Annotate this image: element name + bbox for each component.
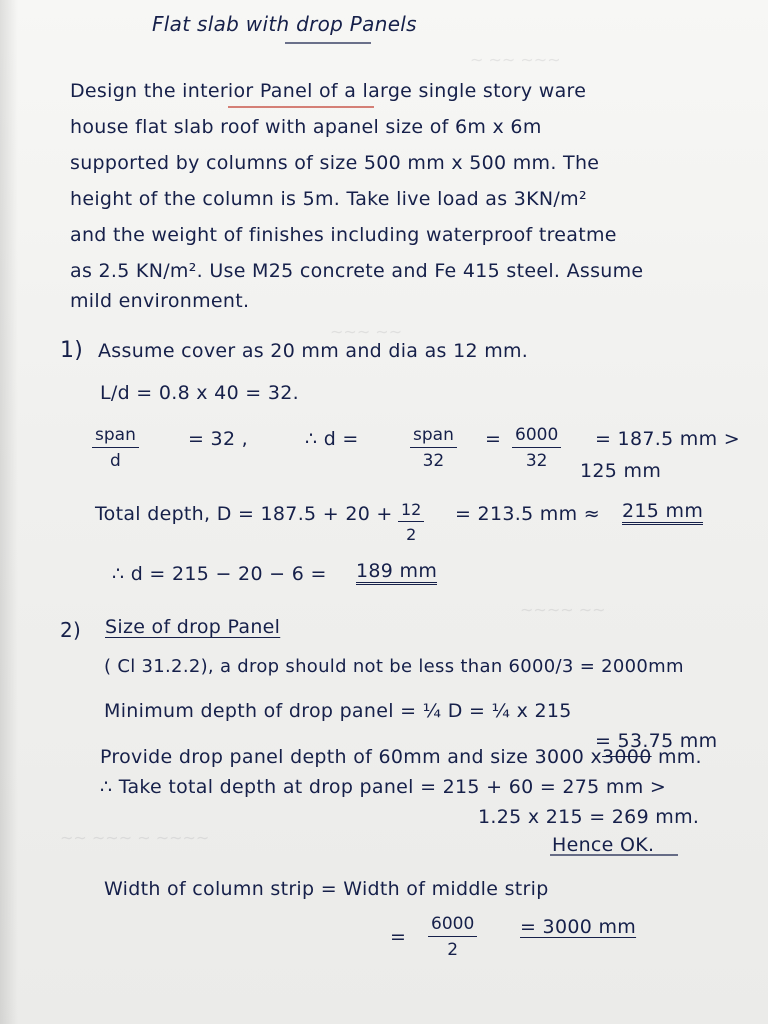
minimum-drop-depth-line: Minimum depth of drop panel = ¼ D = ¼ x 215 (104, 700, 572, 722)
step1-number: 1) (60, 338, 84, 363)
fraction-denominator: d (110, 451, 121, 471)
fraction-denominator: 32 (525, 451, 548, 471)
page-title: Flat slab with drop Panels (152, 12, 417, 36)
hence-ok-underline (550, 852, 682, 858)
interior-panel-underline (228, 104, 378, 110)
fraction-denominator: 2 (406, 525, 417, 544)
problem-line-2: house flat slab roof with apanel size of 6m x 6m (70, 116, 542, 138)
check-line: 1.25 x 215 = 269 mm. (478, 806, 700, 828)
problem-line-5: and the weight of finishes including waterproof treatme (70, 224, 617, 246)
show-through-mark: ∼∼∼ ∼∼ (330, 322, 403, 341)
effective-depth-result: = 187.5 mm > (595, 428, 740, 450)
strip-width-fraction (428, 914, 477, 960)
provide-unit: mm. (657, 746, 702, 768)
minimum-depth-value: 125 mm (580, 460, 662, 482)
step1-heading: Assume cover as 20 mm and dia as 12 mm. (98, 340, 529, 362)
problem-line-3: supported by columns of size 500 mm x 500 mm. The (70, 152, 600, 174)
fraction-numerator: span (92, 425, 139, 448)
fraction-numerator: 6000 (512, 425, 561, 448)
effective-depth-final: 189 mm (356, 562, 437, 585)
step2-heading: Size of drop Panel (105, 616, 281, 638)
problem-line-4: height of the column is 5m. Take live load as 3KN/m² (70, 188, 587, 210)
minimum-drop-depth-result: = 53.75 mm (595, 730, 718, 752)
fraction-denominator: 2 (447, 940, 459, 960)
show-through-mark: ∼∼∼∼ ∼∼ (520, 600, 606, 619)
span-ratio-equals: = 32 , (188, 428, 249, 450)
equals-sign: = (485, 428, 502, 450)
page-edge-shadow (0, 0, 18, 1024)
fraction-numerator: span (410, 425, 457, 448)
total-drop-depth-line: ∴ Take total depth at drop panel = 215 + 60 = 275 mm > (100, 776, 667, 798)
fraction-numerator: 12 (398, 500, 424, 522)
show-through-mark: ∼ ∼∼ ∼∼∼ (470, 50, 561, 69)
equals-sign: = (390, 926, 407, 948)
ld-ratio-line: L/d = 0.8 x 40 = 32. (100, 382, 299, 404)
struck-size: 3000 (602, 746, 652, 768)
total-depth-result: 215 mm (622, 502, 703, 525)
problem-line-7: mild environment. (70, 290, 250, 312)
fraction-numerator: 6000 (428, 914, 477, 937)
hence-ok: Hence OK. (552, 834, 655, 856)
clause-line: ( Cl 31.2.2), a drop should not be less than 6000/3 = 2000mm (104, 656, 684, 677)
show-through-mark: ∼∼ ∼∼∼ ∼ ∼∼∼∼ (60, 828, 210, 847)
span-over-d-fraction (92, 425, 139, 471)
span-over-32-fraction (410, 425, 457, 471)
strip-width-result: = 3000 mm (520, 916, 637, 938)
title-underline (285, 40, 375, 46)
therefore-d-label: ∴ d = (305, 428, 359, 450)
provide-drop-panel-line (100, 748, 702, 767)
step2-number: 2) (60, 618, 82, 642)
provide-text: Provide drop panel depth of 60mm and size 3000 x (100, 746, 603, 768)
problem-line-1: Design the interior Panel of a large single story ware (70, 80, 587, 102)
6000-over-32-fraction (512, 425, 561, 471)
total-depth-expression: Total depth, D = 187.5 + 20 + (95, 503, 393, 525)
total-depth-approx: = 213.5 mm ≈ (455, 503, 600, 525)
fraction-denominator: 32 (422, 451, 445, 471)
strip-width-line: Width of column strip = Width of middle strip (104, 878, 549, 900)
effective-depth-line: ∴ d = 215 − 20 − 6 = (112, 563, 327, 585)
problem-line-6: as 2.5 KN/m². Use M25 concrete and Fe 415 steel. Assume (70, 260, 644, 282)
bar-radius-fraction (398, 500, 424, 544)
